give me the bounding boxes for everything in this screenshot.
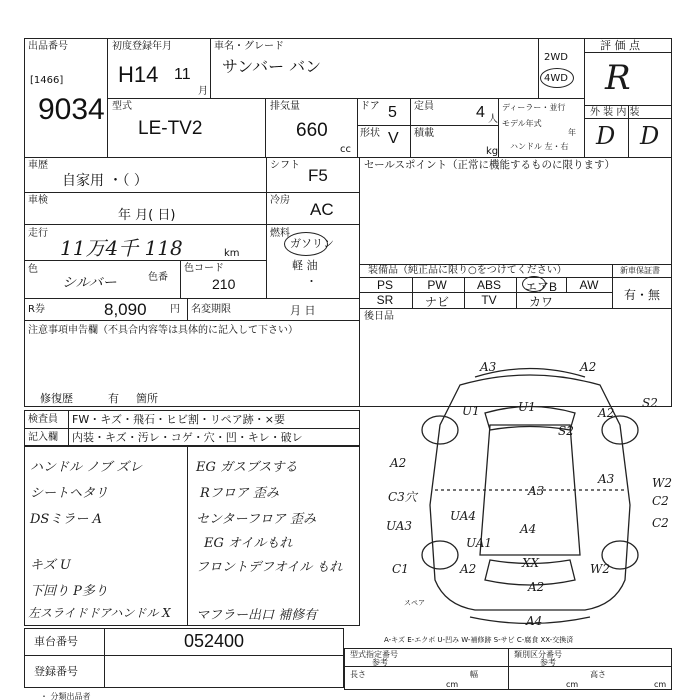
km-unit: km (224, 248, 240, 259)
spec-label-2: 類別区分番号 (514, 650, 562, 659)
warranty-value: 有・無 (624, 288, 661, 302)
length-cm: cm (446, 680, 459, 689)
width-cm: cm (566, 680, 579, 689)
entry-label: 記入欄 (28, 432, 58, 443)
lot-label: 出品番号 (28, 41, 68, 52)
divider (566, 277, 567, 292)
doors-label: ドア (360, 101, 380, 112)
caution-label: 注意事項申告欄（不具合内容等は具体的に記入して下さい） (28, 325, 298, 336)
note-10: EG オイルもれ (204, 536, 293, 551)
mark-11: UA3 (386, 519, 413, 533)
fuel-label: 燃料 (270, 228, 290, 239)
car-damage-diagram (380, 355, 680, 640)
mileage-value: 11万4千 118 (60, 236, 183, 260)
color-value: シルバー (62, 275, 117, 291)
note-8: Rフロア 歪み (200, 486, 279, 501)
mark-2: A2 (580, 360, 597, 374)
mark-9: A2 (390, 456, 407, 470)
note-4: キズ U (30, 558, 71, 573)
divider (357, 125, 498, 126)
equip-ps: PS (376, 278, 393, 292)
rear-left-wheel (422, 541, 458, 569)
usage-label: 車歴 (28, 160, 48, 171)
mark-20: A2 (460, 562, 477, 576)
lot-number: 9034 (38, 93, 105, 126)
person-unit: 人 (488, 114, 498, 125)
equip-airbag: エアB (524, 280, 557, 294)
divider (538, 38, 539, 98)
inspector-label: 検査員 (28, 414, 58, 425)
equipment-label: 装備品（純正品に限り○をつけてください） (368, 265, 567, 276)
first-reg-era: H14 (118, 62, 159, 87)
after-label: 後日品 (364, 311, 394, 322)
drive-4wd: 4WD (544, 73, 568, 84)
divider (266, 157, 267, 298)
mark-7: A2 (598, 406, 615, 420)
equip-pw: PW (427, 278, 447, 292)
kg-unit: kg (486, 146, 499, 157)
mark-24: A4 (526, 614, 543, 628)
mark-16: A4 (520, 522, 537, 536)
divider (357, 98, 358, 158)
ext-int-label: 外 装 内 装 (590, 107, 640, 118)
note-6: 左スライドドアハンドル X (28, 606, 171, 620)
divider (612, 264, 613, 308)
spec-ref-2: 参考 (540, 658, 556, 667)
mark-4: U1 (462, 404, 480, 418)
car-front-label: スペア (404, 599, 425, 607)
divider (359, 308, 672, 309)
equip-tv: TV (481, 293, 497, 307)
mark-12: UA4 (450, 509, 477, 523)
inspection-label: 車検 (28, 195, 48, 206)
ac-value: AC (310, 200, 334, 219)
mark-19: C1 (392, 562, 409, 576)
drive-2wd: 2WD (544, 52, 568, 63)
model-value: LE-TV2 (138, 118, 203, 139)
mark-1: A3 (480, 360, 497, 374)
inspect-row1: FW・キズ・飛石・ヒビ割・リペア跡・×要 (72, 413, 285, 426)
recycle-label: R券 (28, 304, 45, 315)
exterior-grade: D (596, 122, 616, 150)
registration-label: 登録番号 (34, 665, 78, 678)
color-label: 色 (28, 264, 38, 275)
shift-label: シフト (270, 160, 300, 171)
divider (187, 298, 188, 320)
load-label: 積載 (414, 128, 434, 139)
divider (107, 98, 584, 99)
color-no-label: 色番 (148, 272, 168, 283)
divider (104, 628, 105, 688)
airbag-circle (522, 276, 546, 292)
score-label: 評 価 点 (600, 39, 640, 52)
divider (24, 298, 360, 299)
note-1: ハンドル ノブ ズレ (30, 460, 143, 475)
chassis-value: 052400 (184, 631, 245, 651)
ac-label: 冷房 (270, 195, 290, 206)
inspect-row2: 内装・キズ・汚レ・コゲ・穴・凹・キレ・破レ (72, 431, 303, 444)
equip-aw: AW (579, 278, 599, 292)
mileage-label: 走行 (28, 228, 48, 239)
width-label: 幅 (470, 670, 478, 679)
mark-14: W2 (652, 476, 672, 490)
lot-small: [1466] (30, 75, 64, 86)
equip-leather: カワ (528, 295, 553, 309)
car-label: 車名・グレード (214, 41, 284, 52)
mark-8: A3 (598, 472, 615, 486)
divider (24, 192, 360, 193)
year-unit: 年 (568, 128, 576, 137)
bottom-label: ・ 分類出品者 (40, 692, 91, 700)
interior-grade: D (640, 122, 660, 150)
note-9: センターフロア 歪み (196, 512, 316, 527)
fuel-dot: ・ (306, 275, 317, 288)
inspection-value: 年 月( 日) (118, 208, 176, 223)
mark-21: XX (522, 556, 540, 570)
diagram-legend: A-キズ E-エクボ U-凹み W-補修跡 S-サビ C-腐食 XX-交換済 (384, 636, 574, 644)
note-7: EG ガスブスする (196, 460, 298, 475)
height-cm: cm (654, 680, 667, 689)
mark-10: C3穴 (388, 490, 417, 504)
note-12: マフラー出口 補修有 (196, 608, 318, 623)
mark-18: UA1 (466, 536, 493, 550)
sales-point-label: セールスポイント（正常に機能するものに限ります） (364, 159, 616, 171)
cc-unit: cc (340, 144, 351, 155)
first-reg-label: 初度登録年月 (112, 41, 172, 52)
warranty-label: 新車保証書 (620, 266, 660, 275)
divider (24, 224, 360, 225)
mark-13: A3 (528, 484, 545, 498)
month-unit: 月 (198, 86, 208, 97)
equip-navi: ナビ (424, 295, 449, 309)
mark-5: U1 (518, 400, 536, 414)
expiry-value: 月 日 (290, 304, 316, 317)
divider (508, 648, 509, 690)
divider (187, 446, 188, 626)
divider (180, 260, 181, 298)
color-code-label: 色コード (184, 263, 224, 274)
displacement-label: 排気量 (270, 101, 300, 112)
divider (464, 277, 465, 308)
score-value: R (605, 58, 631, 98)
divider (584, 52, 672, 53)
shift-value: F5 (308, 166, 328, 185)
fuel-diesel: 軽 油 (292, 259, 318, 272)
color-code-value: 210 (212, 276, 236, 292)
usage-value: 自家用 ・（ ） (62, 173, 148, 189)
model-label: 型式 (112, 101, 132, 112)
mark-6: S2 (558, 424, 574, 438)
note-11: フロントデフオイル もれ (196, 560, 343, 575)
divider (24, 320, 360, 321)
divider (584, 38, 585, 158)
divider (68, 410, 69, 446)
repair-place: 箇所 (136, 392, 158, 405)
divider (410, 98, 411, 158)
fuel-gas: ガソリン (290, 237, 334, 250)
dealer-label: ディーラー・並行 (502, 103, 566, 112)
repair-value: 有 (108, 392, 119, 405)
divider (498, 98, 499, 158)
divider (412, 277, 413, 308)
shape-value: V (388, 130, 399, 147)
first-reg-month: 11 (174, 66, 191, 83)
note-2: シートヘタリ (30, 486, 109, 501)
mark-3: S2 (642, 396, 658, 410)
divider (516, 277, 517, 308)
length-label: 長さ (350, 670, 366, 679)
mark-22: A2 (528, 580, 545, 594)
divider (265, 98, 266, 158)
capacity-label: 定員 (414, 101, 434, 112)
car-name: サンバー バン (222, 57, 322, 76)
note-5: 下回り P多り (30, 584, 108, 599)
divider (24, 428, 360, 429)
divider (344, 666, 672, 667)
model-year-label: モデル年式 (502, 119, 542, 128)
equip-abs: ABS (476, 278, 501, 292)
height-label: 高さ (590, 670, 606, 679)
mark-15: C2 (652, 494, 669, 508)
note-3: DSミラー A (30, 512, 102, 527)
shape-label: 形状 (360, 128, 380, 139)
spec-ref-1: 参考 (372, 658, 388, 667)
displacement-value: 660 (296, 120, 328, 141)
yen-unit: 円 (170, 304, 180, 315)
divider (210, 38, 211, 98)
chassis-label: 車台番号 (34, 635, 78, 648)
handle-label: ハンドル 左・右 (510, 142, 569, 151)
recycle-amount: 8,090 (104, 300, 147, 319)
doors-value: 5 (388, 104, 397, 121)
expiry-label: 名変期限 (191, 304, 231, 315)
mark-23: W2 (590, 562, 610, 576)
repair-label: 修復歴 (40, 392, 73, 405)
mark-17: C2 (652, 516, 669, 530)
equip-sr: SR (376, 293, 394, 307)
capacity-value: 4 (476, 104, 485, 121)
spec-label-1: 型式指定番号 (350, 650, 398, 659)
divider (24, 655, 344, 656)
